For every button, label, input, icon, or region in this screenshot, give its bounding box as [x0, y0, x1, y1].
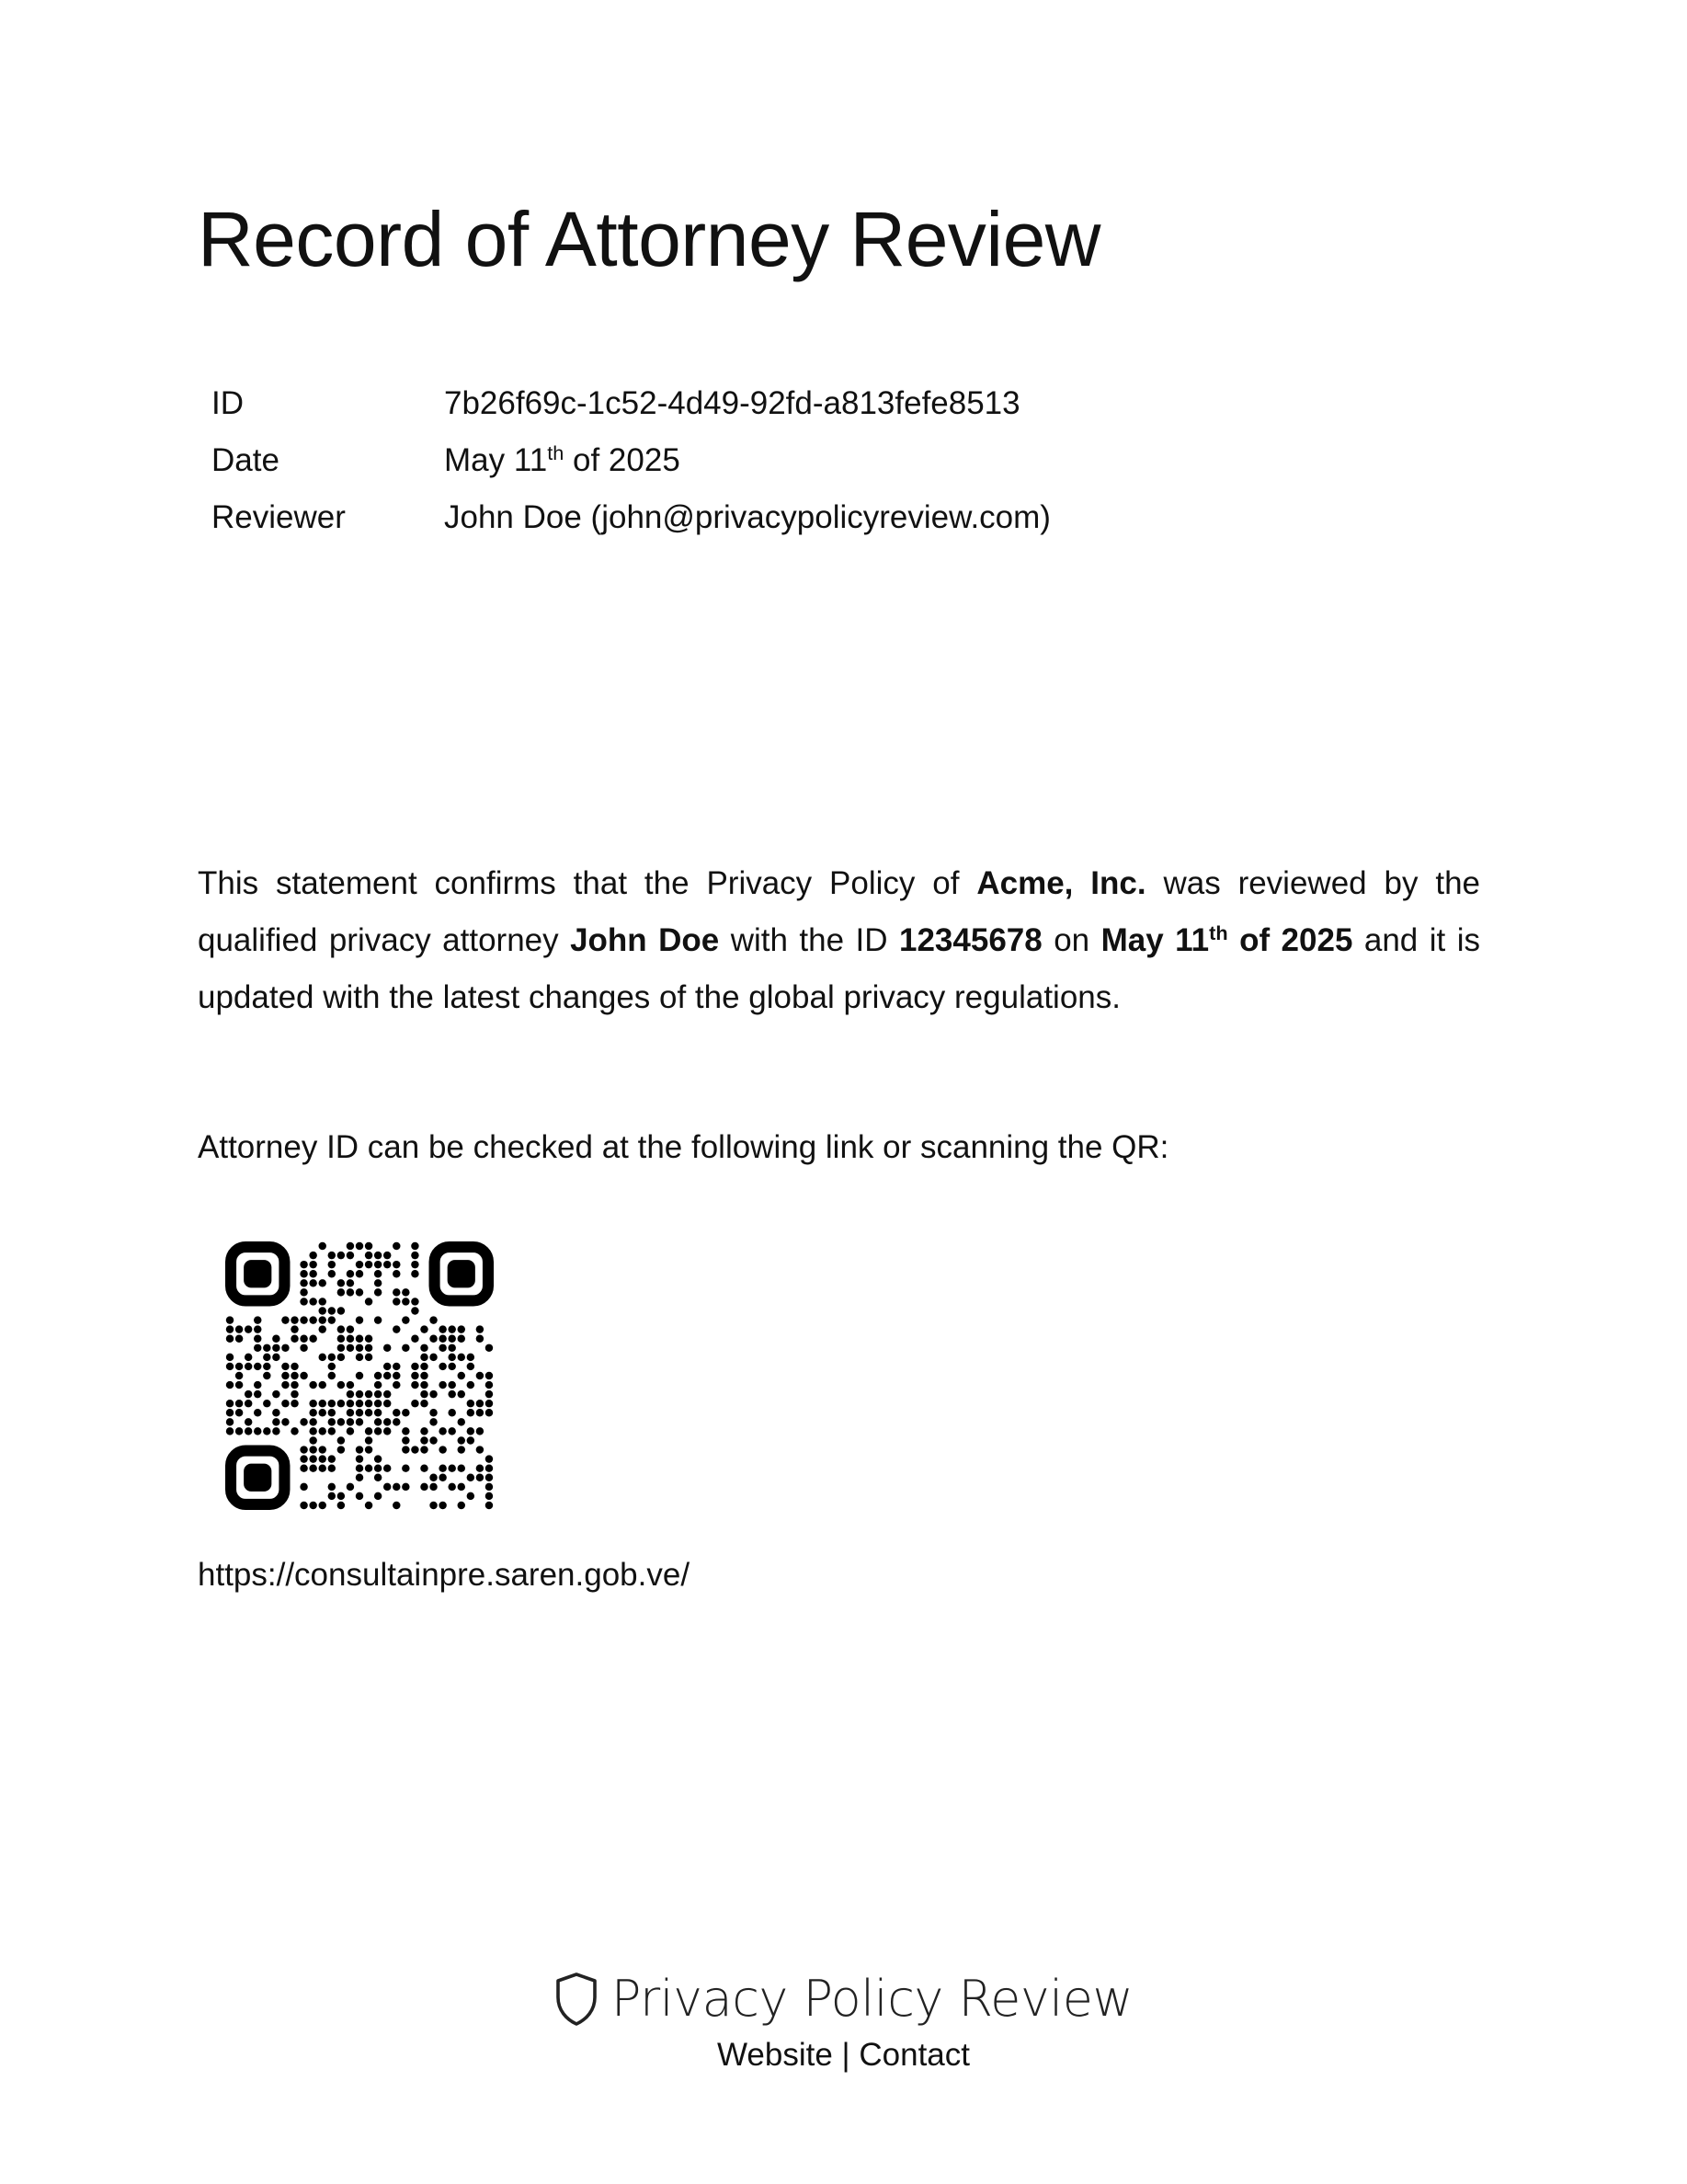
document-title: Record of Attorney Review	[198, 196, 1100, 282]
verification-text: Attorney ID can be checked at the following link or scanning the QR:	[198, 1129, 1169, 1165]
id-value: 7b26f69c-1c52-4d49-92fd-a813fefe8513	[444, 385, 1020, 421]
reviewer-label: Reviewer	[211, 499, 346, 535]
website-link[interactable]: Website	[717, 2036, 833, 2073]
attorney-id: 12345678	[899, 922, 1043, 958]
attorney-name: John Doe	[570, 922, 720, 958]
meta-row-date	[211, 432, 1051, 489]
statement-text: and it is updated with the latest changes of the global privacy regulations.	[198, 922, 1480, 1015]
date-value-year: of 2025	[564, 442, 680, 478]
date-value-ordinal: th	[547, 441, 564, 465]
brand-logo	[554, 1970, 1133, 2028]
qr-code[interactable]	[225, 1241, 494, 1510]
id-label: ID	[211, 385, 244, 421]
statement-text: with the ID	[719, 922, 899, 958]
verification-link[interactable]: https://consultainpre.saren.gob.ve/	[198, 1557, 690, 1593]
statement-text: This statement confirms that the Privacy Policy of	[198, 865, 977, 901]
date-value	[444, 432, 1051, 489]
date-value-day: May 11	[444, 442, 548, 478]
meta-row-id	[211, 375, 1051, 432]
date-label: Date	[211, 442, 279, 478]
footer-separator: |	[841, 2036, 850, 2073]
company-name: Acme, Inc.	[976, 865, 1146, 901]
statement-text: was reviewed by the qualified privacy attorney	[198, 865, 1480, 958]
shield-icon	[554, 1972, 598, 2027]
reviewer-value: John Doe (john@privacypolicyreview.com)	[444, 499, 1051, 535]
record-meta-table	[211, 375, 1051, 546]
review-date-ordinal: th	[1209, 921, 1228, 945]
review-date-day: May 11	[1100, 922, 1210, 958]
statement-text: on	[1042, 922, 1101, 958]
contact-link[interactable]: Contact	[859, 2036, 970, 2073]
footer-links	[0, 2037, 1687, 2074]
review-statement	[198, 855, 1480, 1026]
brand-name: Privacy Policy Review	[610, 1970, 1134, 2028]
review-date-year: of 2025	[1227, 922, 1353, 958]
meta-row-reviewer	[211, 489, 1051, 546]
review-date	[1101, 922, 1353, 958]
footer	[0, 1970, 1687, 2074]
